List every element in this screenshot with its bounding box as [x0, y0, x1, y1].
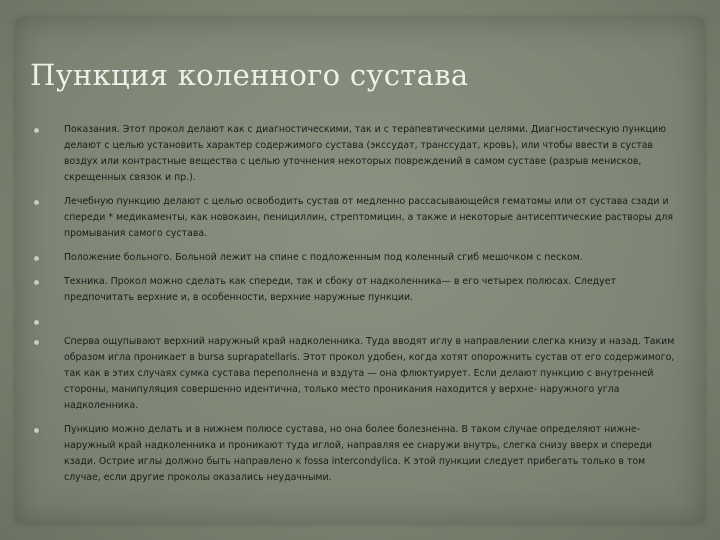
list-item-text: Показания. Этот прокол делают как с диагностическими, так и с терапевтическими целями. Диагностическую пункцию делают с целью установить характер содержимого сустава (экссудат, транссудат, кровь), или чтобы ввести в сустав воздух или контрастные вещества с целью уточнения некоторых повреждений в самом суставе (разрыв менисков, скрещенных связок и пр.).	[64, 124, 667, 183]
list-item	[34, 422, 684, 486]
list-item-text: Сперва ощупывают верхний наружный край надколенника. Туда вводят иглу в направлении слегка книзу и назад. Таким образом игла проникает в bursa suprapatellaris. Этот прокол удобен, когда хотят опорожнить сустав от его содержимого, так как в этих случаях сумка сустава переполнена и вздута — она флюктуирует. Если делают пункцию с внутренней стороны, манипуляция совершенно идентична, только место проникания находится у верхне- наружного угла надколенника.	[64, 336, 675, 411]
list-item-text: Положение больного. Больной лежит на спине с подложенным под коленный сгиб мешочком с песком.	[64, 252, 583, 263]
list-item-text: Техника. Прокол можно сделать как спереди, так и сбоку от надколенника— в его четырех полюсах. Следует предпочитать верхние и, в особенности, верхние наружные пункции.	[64, 276, 616, 303]
list-item	[34, 194, 684, 242]
bullet-icon	[34, 320, 39, 325]
bullet-icon	[34, 128, 39, 133]
list-item	[34, 274, 684, 306]
list-item	[34, 334, 684, 414]
bullet-icon	[34, 428, 39, 433]
list-item-empty	[34, 314, 684, 330]
bullet-list	[34, 122, 684, 494]
list-item	[34, 250, 684, 266]
list-item-text: Пункцию можно делать и в нижнем полюсе сустава, но она более болезненна. В таком случае определяют нижне- наружный край надколенника и проникают туда иглой, направляя ее снаружи внутрь, слегка снизу вверх и спереди кзади. Острие иглы должно быть направлено к fossa intercondylica. К этой пункции следует прибегать только в том случае, если другие проколы оказались неудачными.	[64, 424, 652, 483]
bullet-icon	[34, 200, 39, 205]
list-item-text: Лечебную пункцию делают с целью освободить сустав от медленно рассасывающейся гематомы или от сустава сзади и спереди * медикаменты, как новокаин, пенициллин, стрептомицин, а также и некоторые антисептические растворы для промывания самого сустава.	[64, 196, 673, 239]
bullet-icon	[34, 256, 39, 261]
slide-title: Пункция коленного сустава	[30, 58, 469, 92]
bullet-icon	[34, 340, 39, 345]
list-item	[34, 122, 684, 186]
bullet-icon	[34, 280, 39, 285]
